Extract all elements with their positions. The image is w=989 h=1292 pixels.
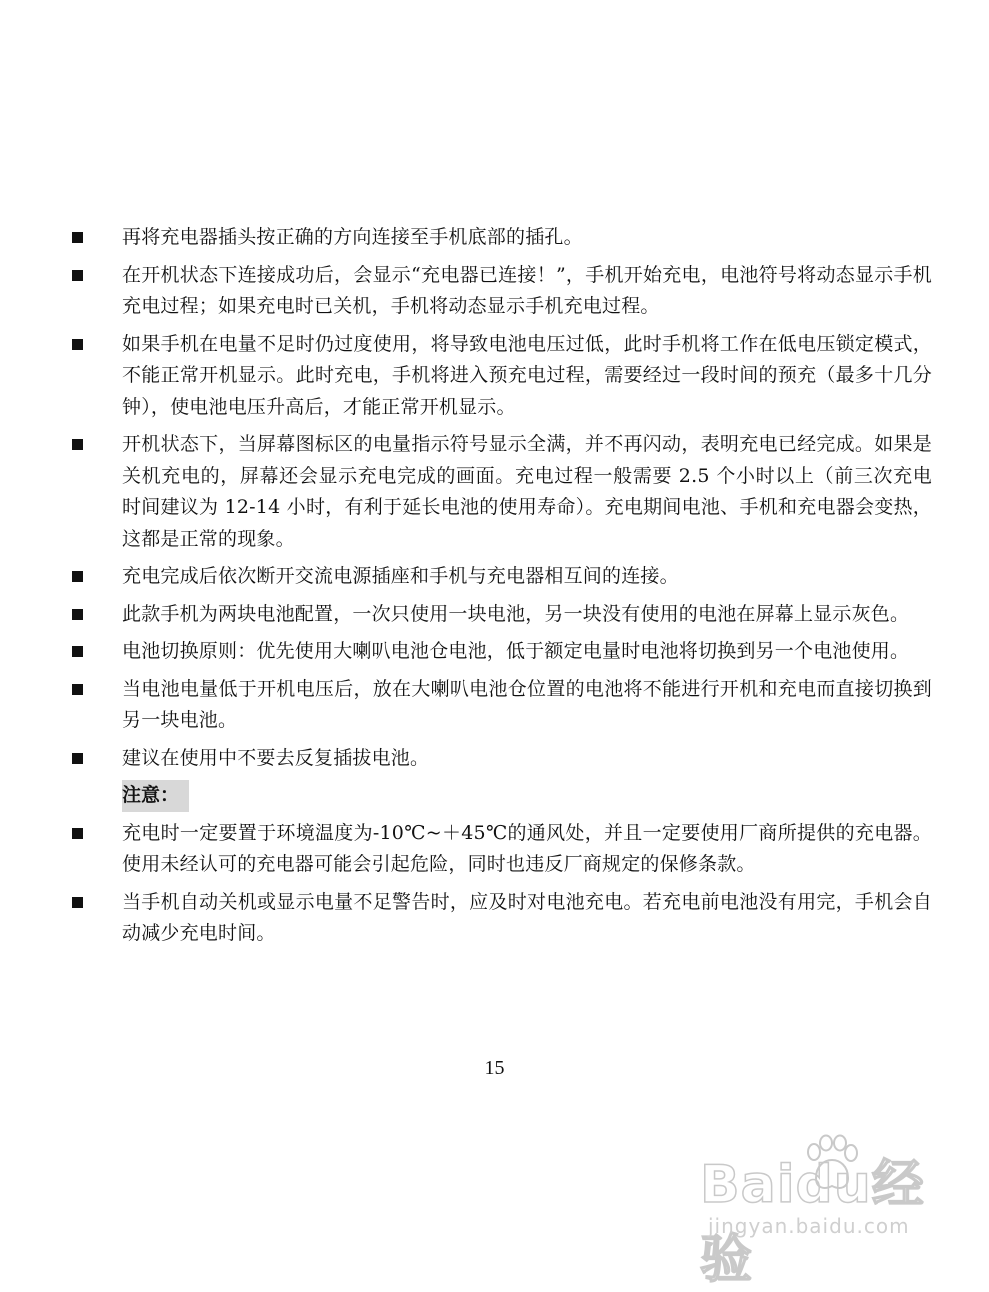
list-item-text: 此款手机为两块电池配置，一次只使用一块电池，另一块没有使用的电池在屏幕上显示灰色。: [122, 602, 910, 625]
note-item-text: 充电时一定要置于环境温度为-10℃~＋45℃的通风处，并且一定要使用厂商所提供的充电器。使用未经认可的充电器可能会引起危险，同时也违反厂商规定的保修条款。: [122, 821, 932, 875]
list-item-text: 当电池电量低于开机电压后，放在大喇叭电池仓位置的电池将不能进行开机和充电而直接切换到另一块电池。: [122, 677, 932, 731]
square-bullet-icon: [72, 270, 83, 281]
list-item: [72, 429, 932, 555]
square-bullet-icon: [72, 897, 83, 908]
paw-icon: [800, 1134, 862, 1196]
square-bullet-icon: [72, 646, 83, 657]
list-item-text: 充电完成后依次断开交流电源插座和手机与充电器相互间的连接。: [122, 565, 679, 587]
square-bullet-icon: [72, 571, 83, 582]
note-heading-text: 注意：: [122, 780, 189, 812]
list-item-text: 开机状态下，当屏幕图标区的电量指示符号显示全满，并不再闪动，表明充电已经完成。如果是关机充电的，屏幕还会显示充电完成的画面。充电过程一般需要 2.5 个小时以上（前三次充电时间建议为 12-14 小时，有利于延长电池的使用寿命）。充电期间电池、手机和充电器会变热，这都是正常的现象。: [122, 433, 932, 550]
square-bullet-icon: [72, 339, 83, 350]
baidu-jingyan-watermark: [700, 1130, 970, 1290]
list-item: [72, 329, 932, 424]
list-item-text: 电池切换原则：优先使用大喇叭电池仓电池，低于额定电量时电池将切换到另一个电池使用。: [122, 640, 910, 662]
note-item: [72, 887, 932, 950]
list-item: [72, 561, 932, 593]
note-item: [72, 818, 932, 881]
list-item: [72, 260, 932, 323]
note-item-text: 当手机自动关机或显示电量不足警告时，应及时对电池充电。若充电前电池没有用完，手机会自动减少充电时间。: [122, 890, 932, 944]
list-item-text: 在开机状态下连接成功后，会显示“充电器已连接！”，手机开始充电，电池符号将动态显示手机充电过程；如果充电时已关机，手机将动态显示手机充电过程。: [122, 263, 932, 317]
list-item: [72, 674, 932, 737]
list-item-text: 如果手机在电量不足时仍过度使用，将导致电池电压过低，此时手机将工作在低电压锁定模式，不能正常开机显示。此时充电，手机将进入预充电过程，需要经过一段时间的预充（最多十几分钟），使电池电压升高后，才能正常开机显示。: [122, 332, 932, 418]
instruction-list: [72, 222, 932, 956]
list-item: [72, 743, 932, 775]
square-bullet-icon: [72, 609, 83, 620]
list-item: [72, 222, 932, 254]
page-number: 15: [484, 1057, 505, 1079]
square-bullet-icon: [72, 828, 83, 839]
list-item-text: 再将充电器插头按正确的方向连接至手机底部的插孔。: [122, 226, 583, 248]
list-item-text: 建议在使用中不要去反复插拔电池。: [122, 746, 430, 769]
square-bullet-icon: [72, 753, 83, 764]
watermark-logo-text: Baidu经验: [700, 1155, 925, 1290]
square-bullet-icon: [72, 232, 83, 243]
list-item: [72, 599, 932, 631]
square-bullet-icon: [72, 439, 83, 450]
watermark-url: jingyan.baidu.com: [708, 1214, 910, 1238]
square-bullet-icon: [72, 684, 83, 695]
list-item: [72, 636, 932, 668]
note-heading: [72, 780, 932, 812]
